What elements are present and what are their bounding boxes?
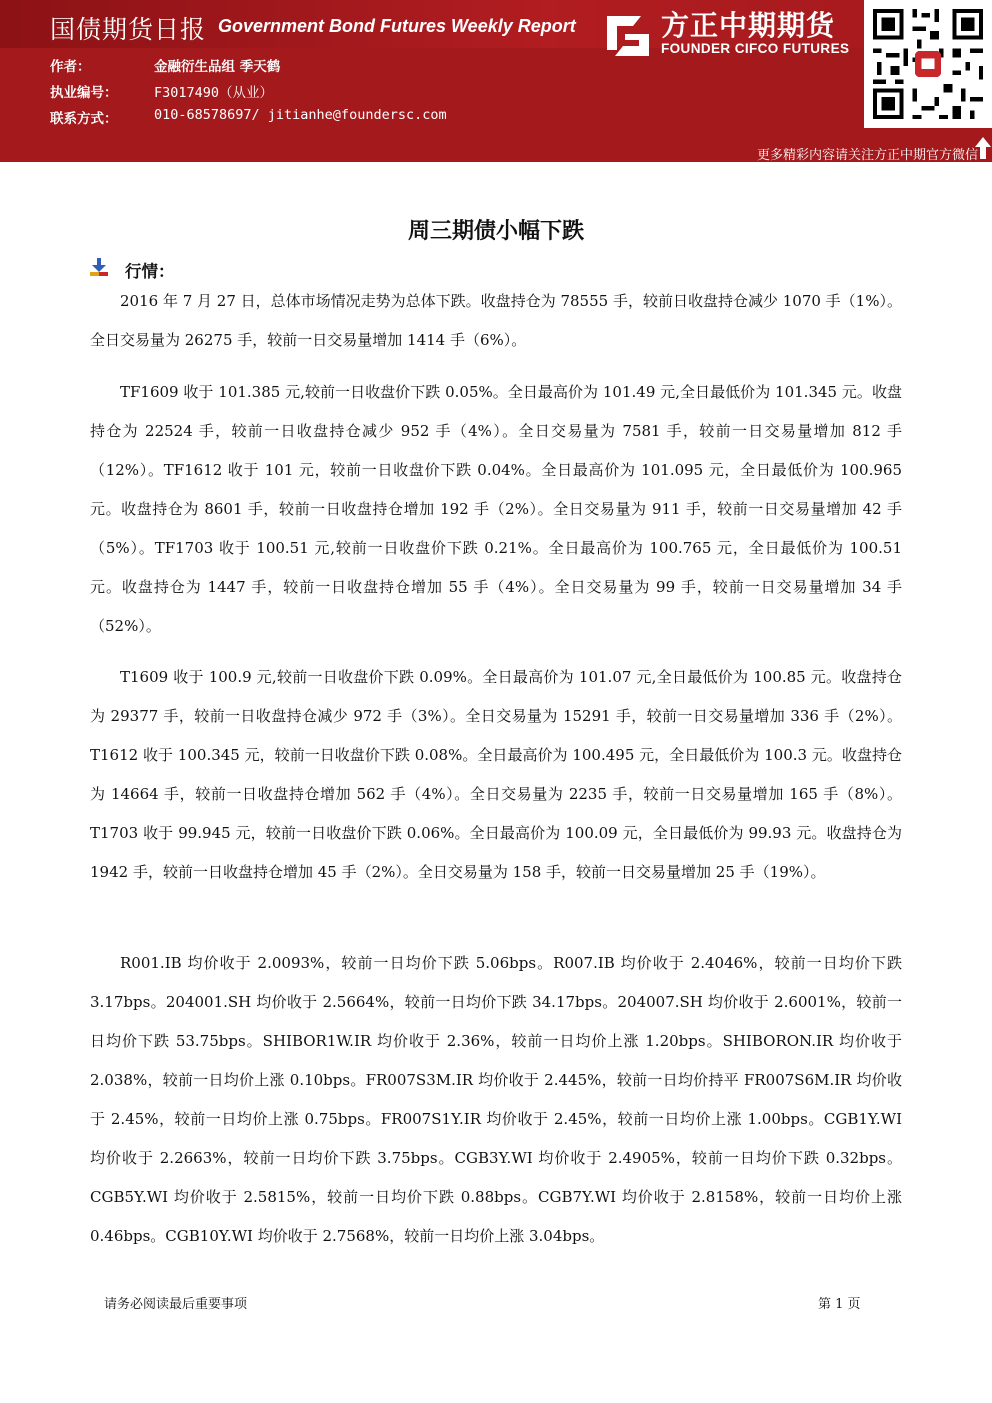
paragraph-tf-contracts: TF1609 收于 101.385 元,较前一日收盘价下跌 0.05%。全日最高价为 101.49 元,全日最低价为 101.345 元。收盘持仓为 22524 手，较前一日收盘持仓减少 952 手（4%）。全日交易量为 7581 手，较前一日交易量增加 812 手（12%）。TF1612 收于 101 元，较前一日收盘价下跌 0.04%。全日最高价为 101.095 元，全日最低价为 100.965 元。收盘持仓为 8601 手，较前一日收盘持仓增加 192 手（2%）。全日交易量为 911 手，较前一日交易量增加 42 手（5%）。TF1703 收于 100.51 元,较前一日收盘价下跌 0.21%。全日最高价为 100.765 元，全日最低价为 100.51 元。收盘持仓为 1447 手，较前一日收盘持仓增加 55 手（4%）。全日交易量为 99 手，较前一日交易量增加 34 手（52%）。 [90, 383, 902, 635]
paragraph-t-contracts: T1609 收于 100.9 元,较前一日收盘价下跌 0.09%。全日最高价为 101.07 元,全日最低价为 100.85 元。收盘持仓为 29377 手，较前一日收盘持仓减少 972 手（3%）。全日交易量为 15291 手，较前一日交易量增加 336 手（2%）。T1612 收于 100.345 元，较前一日收盘价下跌 0.08%。全日最高价为 100.495 元，全日最低价为 100.3 元。收盘持仓为 14664 手，较前一日收盘持仓增加 562 手（4%）。全日交易量为 2235 手，较前一日交易量增加 165 手（8%）。T1703 收于 99.945 元，较前一日收盘价下跌 0.06%。全日最高价为 100.09 元，全日最低价为 99.93 元。收盘持仓为 1942 手，较前一日收盘持仓增加 45 手（2%）。全日交易量为 158 手，较前一日交易量增加 25 手（19%）。 [90, 668, 902, 881]
meta-author-label: 作者： [50, 59, 91, 75]
report-title-en: Government Bond Futures Weekly Report [218, 16, 576, 36]
paragraph-rates: R001.IB 均价收于 2.0093%，较前一日均价下跌 5.06bps。R007.IB 均价收于 2.4046%，较前一日均价下跌 3.17bps。204001.SH 均价收于 2.5664%，较前一日均价下跌 34.17bps。204007.SH 均价收于 2.6001%，较前一日均价下跌 53.75bps。SHIBOR1W.IR 均价收于 2.36%，较前一日均价上涨 1.20bps。SHIBORON.IR 均价收于 2.038%，较前一日均价上涨 0.10bps。FR007S3M.IR 均价收于 2.445%，较前一日均价持平 FR007S6M.IR 均价收于 2.45%，较前一日均价上涨 0.75bps。FR007S1Y.IR 均价收于 2.45%，较前一日均价上涨 1.00bps。CGB1Y.WI 均价收于 2.2663%，较前一日均价下跌 3.75bps。CGB3Y.WI 均价收于 2.4905%，较前一日均价下跌 0.32bps。CGB5Y.WI 均价收于 2.5815%，较前一日均价下跌 0.88bps。CGB7Y.WI 均价收于 2.8158%，较前一日均价上涨 0.46bps。CGB10Y.WI 均价收于 2.7568%，较前一日均价上涨 3.04bps。 [90, 954, 902, 1245]
up-arrow-icon [974, 136, 992, 160]
meta-license-label: 执业编号： [50, 85, 118, 101]
report-title-cn: 国债期货日报 [50, 15, 207, 44]
section-bullet-icon [90, 258, 108, 276]
section-heading-market: 行情： [125, 262, 175, 281]
report-header [0, 0, 992, 162]
brand-name-cn: 方正中期期货 [661, 9, 836, 42]
page-number: 第 1 页 [818, 1297, 861, 1312]
logo-mark-icon [603, 10, 653, 56]
qr-code-icon [864, 0, 992, 128]
brand-name-en: FOUNDER CIFCO FUTURES [661, 41, 850, 56]
document-title: 周三期债小幅下跌 [407, 219, 584, 244]
meta-author-value: 金融衍生品组 季天鹤 [154, 59, 281, 75]
meta-contact-value: 010-68578697/ jitianhe@foundersc.com [154, 107, 447, 123]
meta-contact-label: 联系方式： [50, 111, 118, 127]
footer-notice: 请务必阅读最后重要事项 [104, 1297, 248, 1312]
paragraph-overview: 2016 年 7 月 27 日，总体市场情况走势为总体下跌。收盘持仓为 78555 手，较前日收盘持仓减少 1070 手（1%）。全日交易量为 26275 手，较前一日交易量增加 1414 手（6%）。 [90, 292, 902, 349]
follow-wechat-text: 更多精彩内容请关注方正中期官方微信 [756, 148, 978, 163]
meta-license-value: F3017490（从业） [154, 85, 274, 101]
